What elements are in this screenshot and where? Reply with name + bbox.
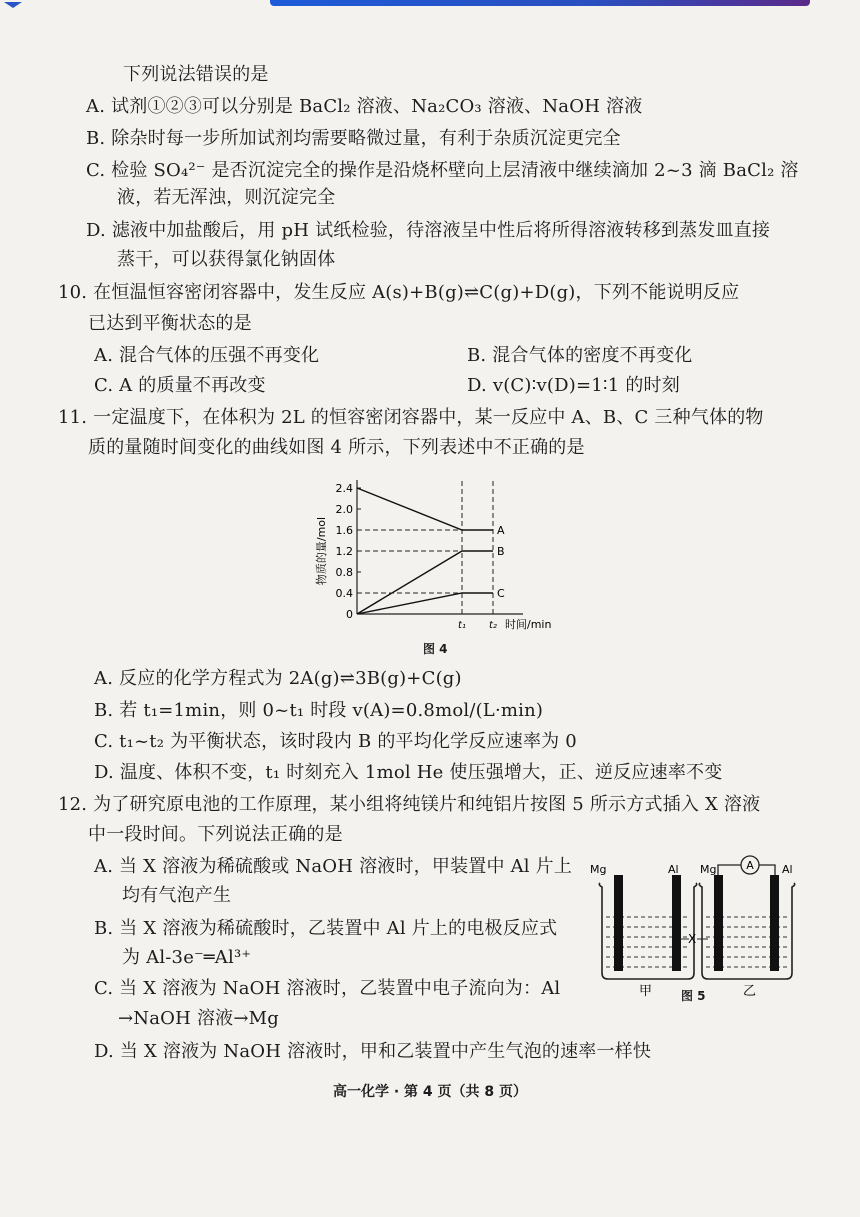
al-electrode-yi (770, 875, 779, 971)
figure-4-chart (305, 475, 575, 640)
corner-marker-icon (4, 2, 22, 8)
q12-line2: 中一段时间。下列说法正确的是 (88, 824, 343, 845)
series-line-b (357, 551, 493, 614)
q9-stem: 下列说法错误的是 (123, 64, 269, 85)
series-label-a: A (497, 524, 505, 537)
q11-line2: 质的量随时间变化的曲线如图 4 所示，下列表述中不正确的是 (88, 437, 585, 458)
x-tick-label: t₂ (489, 620, 497, 631)
mg-electrode-yi (714, 875, 723, 971)
q10-option-b: B. 混合气体的密度不再变化 (467, 345, 693, 366)
label-mg-yi: Mg (700, 863, 717, 876)
q11-option-d: D. 温度、体积不变，t₁ 时刻充入 1mol He 使压强增大，正、逆反应速率不变 (94, 762, 723, 783)
mg-electrode-jia (614, 875, 623, 971)
label-al-jia: Al (668, 863, 679, 876)
scan-edge-bar (270, 0, 810, 6)
x-tick-label: t₁ (458, 620, 466, 631)
q12-option-a: A. 当 X 溶液为稀硫酸或 NaOH 溶液时，甲装置中 Al 片上 (94, 856, 573, 877)
y-tick-label: 1.6 (335, 524, 353, 537)
q12-option-b: B. 当 X 溶液为稀硫酸时，乙装置中 Al 片上的电极反应式 (94, 918, 558, 939)
figure-5-apparatus (588, 855, 808, 1005)
q10-option-a: A. 混合气体的压强不再变化 (94, 345, 320, 366)
label-jia: 甲 (639, 984, 653, 999)
series-line-c (357, 593, 493, 614)
q11-option-a: A. 反应的化学方程式为 2A(g)⇌3B(g)+C(g) (94, 668, 462, 689)
q11-line1: 11. 一定温度下，在体积为 2L 的恒容密闭容器中，某一反应中 A、B、C 三种气体的物 (58, 407, 764, 428)
q9-option-c: C. 检验 SO₄²⁻ 是否沉淀完全的操作是沿烧杯壁向上层清液中继续滴加 2~3 滴 BaCl₂ 溶 (86, 160, 799, 181)
q9-option-d-cont: 蒸干，可以获得氯化钠固体 (117, 249, 336, 270)
figure-5-caption: 图 5 (681, 989, 706, 1003)
al-electrode-jia (672, 875, 681, 971)
q11-option-b: B. 若 t₁=1min，则 0~t₁ 时段 v(A)=0.8mol/(L·min) (94, 700, 544, 721)
q12-option-c: C. 当 X 溶液为 NaOH 溶液时，乙装置中电子流向为：Al (94, 978, 561, 999)
q12-option-d: D. 当 X 溶液为 NaOH 溶液时，甲和乙装置中产生气泡的速率一样快 (94, 1041, 652, 1062)
q12-option-c-cont: →NaOH 溶液→Mg (118, 1008, 279, 1029)
q10-line1: 10. 在恒温恒容密闭容器中，发生反应 A(s)+B(g)⇌C(g)+D(g)，下列不能说明反应 (58, 282, 740, 303)
y-tick-label: 2.4 (335, 482, 353, 495)
y-tick-label: 0 (346, 608, 353, 621)
q11-option-c: C. t₁~t₂ 为平衡状态，该时段内 B 的平均化学反应速率为 0 (94, 731, 577, 752)
label-x-solution: X (688, 932, 697, 946)
q12-option-a-cont: 均有气泡产生 (122, 885, 232, 906)
label-mg-jia: Mg (590, 863, 607, 876)
q9-option-b: B. 除杂时每一步所加试剂均需要略微过量，有利于杂质沉淀更完全 (86, 128, 621, 149)
q12-line1: 12. 为了研究原电池的工作原理，某小组将纯镁片和纯铝片按图 5 所示方式插入 X 溶液 (58, 794, 761, 815)
beaker-jia (599, 875, 696, 979)
ammeter-label: A (746, 859, 754, 872)
label-al-yi: Al (782, 863, 793, 876)
series-line-a (357, 488, 493, 530)
label-yi: 乙 (743, 984, 757, 999)
page-footer: 高一化学 · 第 4 页（共 8 页） (332, 1084, 528, 1100)
q9-option-a: A. 试剂①②③可以分别是 BaCl₂ 溶液、Na₂CO₃ 溶液、NaOH 溶液 (86, 96, 643, 117)
series-label-b: B (497, 545, 505, 558)
q12-option-b-cont: 为 Al-3e⁻═Al³⁺ (122, 947, 252, 968)
y-axis-label: 物质的量/mol (315, 516, 328, 586)
q10-option-c: C. A 的质量不再改变 (94, 375, 266, 396)
y-tick-label: 0.8 (335, 566, 353, 579)
figure-4-caption: 图 4 (423, 642, 448, 656)
y-tick-label: 0.4 (335, 587, 353, 600)
q9-option-d: D. 滤液中加盐酸后，用 pH 试纸检验，待溶液呈中性后将所得溶液转移到蒸发皿直接 (86, 220, 771, 241)
y-tick-label: 2.0 (335, 503, 353, 516)
q9-option-c-cont: 液，若无浑浊，则沉淀完全 (117, 187, 336, 208)
q10-line2: 已达到平衡状态的是 (88, 313, 252, 334)
q10-option-d: D. v(C)∶v(D)=1∶1 的时刻 (467, 375, 680, 396)
x-axis-label: 时间/min (505, 618, 552, 631)
y-tick-label: 1.2 (335, 545, 353, 558)
series-label-c: C (497, 587, 505, 600)
